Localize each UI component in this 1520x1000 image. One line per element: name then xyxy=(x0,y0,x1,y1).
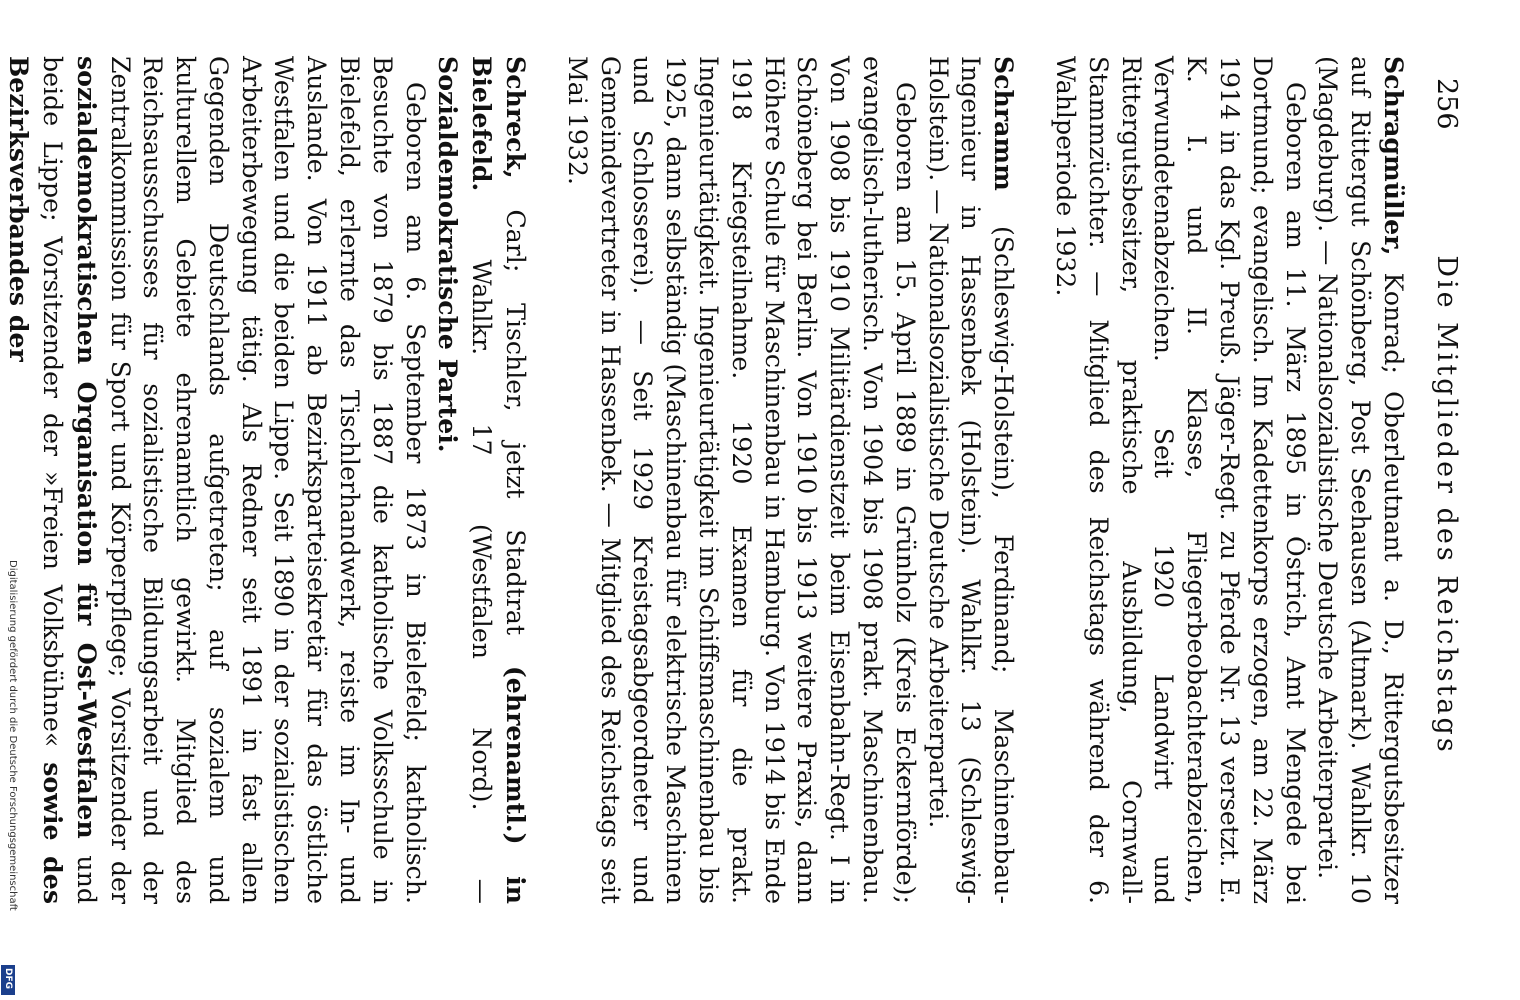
entry-biography: Geboren am 11. März 1895 in Östrich, Amt Mengede bei Dortmund; evangelisch. Im Kadettenkorps erzogen, am 22. März 1914 in das Kgl. Preuß. Jäger-Regt. zu Pferde Nr. 13 versetzt. E. K. I. und II. Klasse, Fliegerbeobachterabzeichen, Verwundetenabzeichen. Seit 1920 Landwirt und Rittergutsbesitzer, praktische Ausbildung, Cornwall-Stammzüchter. — Mitglied des Reichstags während der 6. Wahlperiode 1932. xyxy=(1051,56,1310,904)
entry-affiliation-text: Carl; Tischler, jetzt Stadtrat xyxy=(501,178,531,666)
biography-text: Geboren am 6. September 1873 in Bielefeld; katholisch. Besuchte von 1879 bis 1887 die katholische Volksschule in Bielefeld, erlernte das Tischlerhandwerk, reiste im In- und Auslande. Von 1911 ab Bezirksparteisekretär für das östliche Westfalen und die beiden Lippe. Seit 1890 in der sozialistischen Arbeiterbewegung tätig. Als Redner seit 1891 in fast allen Gegenden Deutschlands aufgetreten; auf sozialem und kulturellem Gebiete ehrenamtlich gewirkt. Mitglied des Reichsausschusses für sozialistische Bildungsarbeit und der Zentralkommission für Sport und Körperpflege; Vorsitzender der xyxy=(105,56,430,904)
text-column xyxy=(1,56,1410,904)
entry-header xyxy=(431,56,532,904)
running-head xyxy=(1424,56,1462,954)
entry-affiliation: Konrad; Oberleutnant a. D., Rittergutsbesitzer auf Rittergut Schönberg, Post Seehausen (Altmark). Wahlkr. 10 (Magdeburg). — Nationalsozialistische Deutsche Arbeiterpartei. xyxy=(1313,56,1408,904)
biography-text: und beide Lippe; Vorsitzender der »Freien Volksbühne« xyxy=(37,56,101,904)
dfg-logo-text: DFG xyxy=(3,968,13,990)
biography-entry xyxy=(560,56,1020,904)
page-number: 256 xyxy=(1431,78,1462,130)
entry-affiliation-bold: (ehrenamtl.) in Bielefeld. xyxy=(467,56,532,904)
entry-constituency: Wahlkr. 17 (Westfalen Nord). — xyxy=(467,191,497,904)
entry-party: Sozialdemokratische Partei. xyxy=(433,56,464,453)
member-name: Schramm xyxy=(989,56,1020,191)
member-name: Schragmüller, xyxy=(1379,56,1409,256)
biography-entry xyxy=(1048,56,1410,904)
entry-affiliation: (Schleswig-Holstein), Ferdinand; Maschinenbau-Ingenieur in Hassenbek (Holstein). Wahlkr. 13 (Schleswig-Holstein). — Nationalsozialistische Deutsche Arbeiterpartei. xyxy=(923,56,1019,904)
dfg-logo xyxy=(1,965,15,995)
running-head-title: Die Mitglieder des Reichstags xyxy=(1431,255,1462,755)
biography-entry xyxy=(1,56,532,904)
entry-header xyxy=(1311,56,1410,904)
biography-bold: sowie des Bezirksverbandes der xyxy=(4,56,68,904)
entry-biography: Geboren am 15. April 1889 in Grünholz (Kreis Eckernförde); evangelisch-lutherisch. Von 1904 bis 1908 prakt. Maschinenbau. Von 1908 bis 1910 Militärdienstzeit beim Eisenbahn-Regt. I in Schöneberg bei Berlin. Von 1910 bis 1913 weitere Praxis, dann Höhere Schule für Maschinenbau in Hamburg. Von 1914 bis Ende 1918 Kriegsteilnahme. 1920 Examen für die prakt. Ingenieurtätigkeit. Ingenieurtätigkeit im Schiffsmaschinenbau bis 1925, dann selbständig (Maschinenbau für elektrische Maschinen und Schlosserei). — Seit 1929 Kreistagsabgeordneter und Gemeindevertreter in Hassenbek. — Mitglied des Reichstags seit Mai 1932. xyxy=(562,56,920,904)
entry-header xyxy=(921,56,1020,904)
digitization-credit xyxy=(4,560,18,1000)
entry-biography xyxy=(1,56,430,904)
credit-text: Digitalisierung gefördert durch die Deutsche Forschungsgemeinschaft xyxy=(7,560,18,911)
biography-bold: sozialdemokratischen Organisation für Ost-Westfalen xyxy=(71,56,102,839)
member-name: Schreck, xyxy=(501,56,532,179)
